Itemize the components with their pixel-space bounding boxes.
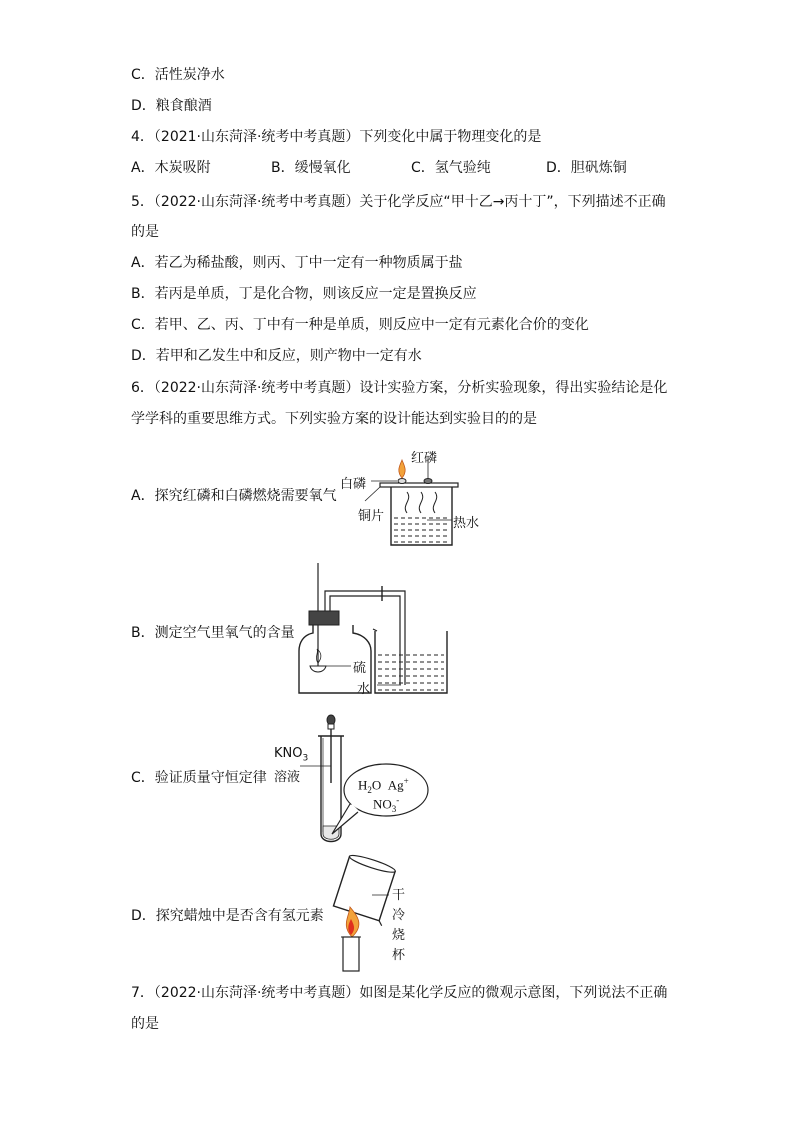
oxygen-content-apparatus: [295, 563, 455, 698]
steam-icon: [405, 492, 436, 513]
label-copper-plate: 铜片: [358, 509, 385, 524]
q5-stem-line2: 的是: [131, 224, 159, 240]
label-h2o-ag: $H_2O$ Ag+: [358, 776, 409, 795]
beaker: [391, 487, 452, 545]
rubber-stopper: [309, 611, 339, 625]
q6-option-c: C．验证质量守恒定律: [131, 770, 267, 786]
q4-stem: 4．（2021·山东菏泽·统考中考真题）下列变化中属于物理变化的是: [131, 129, 542, 145]
label-red-phosphorus: 红磷: [411, 451, 438, 466]
q5-option-a: A．若乙为稀盐酸，则丙、丁中一定有一种物质属于盐: [131, 255, 463, 271]
q4-option-c: C．氢气验纯: [411, 160, 491, 176]
dry-cold-beaker: [332, 853, 400, 926]
q3-option-d: D．粮食酿酒: [131, 98, 212, 114]
q6-option-d: D．探究蜡烛中是否含有氢元素: [131, 908, 324, 924]
flame-icon: [316, 649, 320, 663]
label-white-phosphorus: 白磷: [340, 477, 367, 492]
q4-option-b: B．缓慢氧化: [271, 160, 351, 176]
q6-stem-line1: 6．（2022·山东菏泽·统考中考真题）设计实验方案，分析实验现象，得出实验结论是化: [131, 380, 668, 396]
q5-stem-line1: 5．（2022·山东菏泽·统考中考真题）关于化学反应“甲十乙→丙十丁”，下列描述不正确: [131, 194, 666, 210]
white-phosphorus: [398, 479, 406, 484]
q7-stem-line1: 7．（2022·山东菏泽·统考中考真题）如图是某化学反应的微观示意图，下列说法不正确: [131, 985, 668, 1001]
red-phosphorus: [424, 479, 432, 484]
q3-option-c: C．活性炭净水: [131, 67, 225, 83]
q5-option-b: B．若丙是单质，丁是化合物，则该反应一定是置换反应: [131, 286, 477, 302]
label-hot-water: 热水: [453, 516, 480, 531]
q5-option-c: C．若甲、乙、丙、丁中有一种是单质，则反应中一定有元素化合价的变化: [131, 317, 589, 333]
label-dry-cold-beaker: 干 冷 烧 杯: [392, 888, 406, 963]
label-sulfur: 硫: [353, 661, 367, 676]
q5-option-d: D．若甲和乙发生中和反应，则产物中一定有水: [131, 348, 422, 364]
q4-option-d: D．胆矾炼铜: [546, 160, 627, 176]
q4-option-a: A．木炭吸附: [131, 160, 211, 176]
label-no3: $NO_3^-$: [373, 795, 400, 814]
flame-icon: [399, 460, 405, 478]
q6-stem-line2: 学学科的重要思维方式。下列实验方案的设计能达到实验目的的是: [131, 411, 537, 427]
label-solution: 溶液: [274, 770, 301, 785]
q4-options: [131, 158, 671, 178]
candle: [343, 937, 359, 971]
q6-option-b: B．测定空气里氧气的含量: [131, 625, 295, 641]
copper-plate: [380, 483, 458, 487]
hot-water-level: [394, 518, 449, 542]
q7-stem-line2: 的是: [131, 1016, 159, 1032]
q6-option-a: A．探究红磷和白磷燃烧需要氧气: [131, 488, 337, 504]
label-kno3: $KNO_3$: [274, 746, 309, 764]
label-water: 水: [357, 682, 371, 697]
